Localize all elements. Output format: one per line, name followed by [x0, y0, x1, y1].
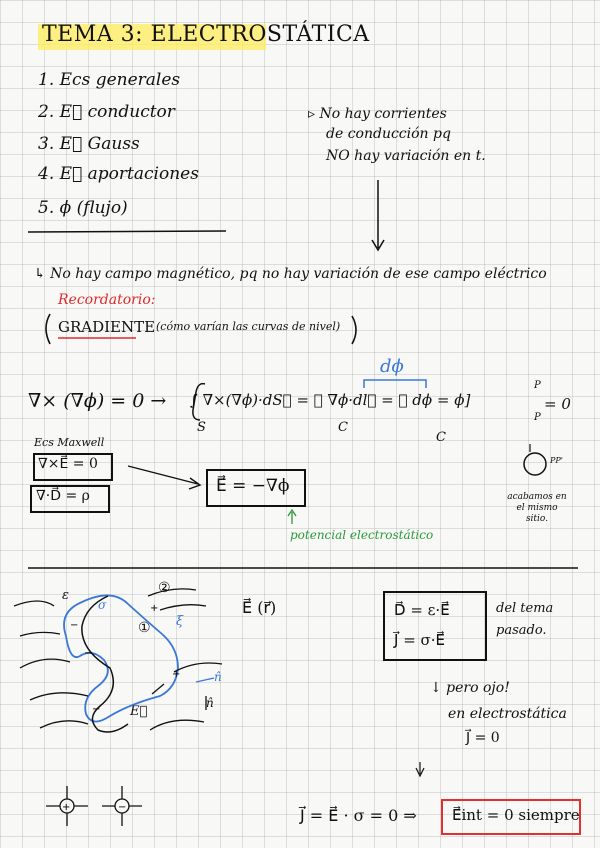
charge-plus-1: +	[150, 603, 159, 614]
normal-blue-arrow	[196, 678, 214, 682]
region-2-label: ②	[158, 580, 171, 596]
maxwell-to-field-arrow	[128, 466, 200, 489]
field-position-label: E⃗ (r⃗)	[242, 598, 277, 617]
field-line-1	[14, 601, 54, 606]
final-equation: J⃗ = E⃗ · σ = 0 ⇒	[300, 806, 417, 825]
sub-contour-1: C	[338, 420, 348, 435]
interface-curve	[82, 596, 128, 732]
normal-vector-black: n̂	[206, 696, 214, 710]
field-line-5	[40, 721, 88, 728]
sub-surface: S	[197, 420, 206, 435]
loop-point-label: PP'	[550, 456, 563, 465]
dphi-label: dϕ	[380, 356, 404, 377]
reminder-label: Recordatorio:	[58, 292, 156, 308]
bound-top: P	[534, 380, 541, 391]
loop-note: acabamos en el mismo sitio.	[507, 492, 567, 524]
no-magnetic-field-line: ↳ No hay campo magnético, pq no hay variación de ese campo eléctrico	[34, 266, 547, 282]
integral-sign	[193, 384, 205, 420]
note-down-arrow	[372, 180, 384, 250]
inner-field-arrow	[152, 684, 164, 694]
surface-xi-label: ξ	[176, 614, 184, 629]
svg-text:−: −	[118, 802, 127, 813]
sub-contour-2: C	[436, 430, 446, 445]
field-line-7	[160, 605, 206, 610]
maxwell-eq2: ∇·D⃗ = ρ	[36, 488, 90, 504]
charge-plus-2: +	[172, 669, 181, 680]
field-line-4	[30, 693, 88, 700]
maxwell-label: Ecs Maxwell	[34, 436, 105, 449]
index-item-2: 2. E⃗ conductor	[38, 102, 175, 122]
equation-result: = 0	[544, 395, 571, 413]
bound-bottom: P	[534, 412, 541, 423]
maxwell-eq1: ∇×E⃗ = 0	[38, 456, 98, 472]
dphi-brace	[364, 380, 426, 388]
index-item-3: 3. E⃗ Gauss	[38, 134, 140, 154]
electrostatics-note: en electrostática	[448, 706, 567, 722]
field-line-6	[148, 589, 196, 596]
normal-vector-blue: n̂	[214, 670, 222, 684]
constitutive-eq2: J⃗ = σ·E⃗	[394, 631, 446, 649]
divider-line-1	[28, 231, 226, 232]
svg-text:+: +	[62, 802, 71, 813]
charge-minus-2: −	[84, 648, 93, 659]
final-down-arrow	[416, 762, 424, 776]
charge-minus-3: −	[92, 704, 101, 715]
field-eq: E⃗ = −∇ϕ	[216, 476, 290, 496]
curl-grad-lhs: ∇× (∇ϕ) = 0 →	[28, 390, 167, 412]
index-item-4: 4. E⃗ aportaciones	[38, 164, 199, 184]
permittivity-label: ε	[62, 588, 69, 603]
region-1-label: ①	[138, 620, 151, 636]
field-line-9	[150, 720, 204, 730]
field-line-8	[174, 663, 222, 672]
current-zero: J⃗ = 0	[466, 730, 500, 746]
gradient-paren-left	[46, 314, 50, 344]
potential-label: potencial electrostático	[290, 528, 434, 542]
field-line-2	[20, 632, 60, 636]
conductivity-label: σ	[98, 598, 107, 612]
inner-field-label: E⃗	[130, 704, 148, 719]
loop-circle	[524, 453, 546, 475]
page-title: TEMA 3: ELECTROSTÁTICA	[42, 22, 370, 47]
gradient-paren-right	[352, 316, 356, 344]
conductor-boundary	[64, 595, 181, 721]
potential-arrow	[288, 510, 296, 524]
index-item-5: 5. ϕ (flujo)	[38, 198, 128, 218]
note-conduction: de conducción pq	[326, 126, 451, 142]
field-line-3	[20, 659, 70, 668]
previous-topic-note: del tema pasado.	[496, 601, 554, 638]
note-no-currents: ▹ No hay corrientes	[308, 106, 447, 122]
stokes-integral: ∫ ∇×(∇ϕ)·dS⃗ = ∮ ∇ϕ·dl⃗ = ∮ dϕ = ϕ]	[190, 391, 471, 409]
gradient-label: GRADIENTE	[58, 318, 156, 336]
gradient-note: (cómo varían las curvas de nivel)	[156, 320, 341, 333]
final-result: E⃗int = 0 siempre	[452, 806, 580, 824]
but-note: ↓ pero ojo!	[430, 680, 510, 696]
charge-minus-1: −	[70, 620, 79, 631]
constitutive-eq1: D⃗ = ε·E⃗	[394, 601, 450, 619]
index-item-1: 1. Ecs generales	[38, 70, 181, 90]
note-no-variation: NO hay variación en t.	[326, 148, 486, 164]
